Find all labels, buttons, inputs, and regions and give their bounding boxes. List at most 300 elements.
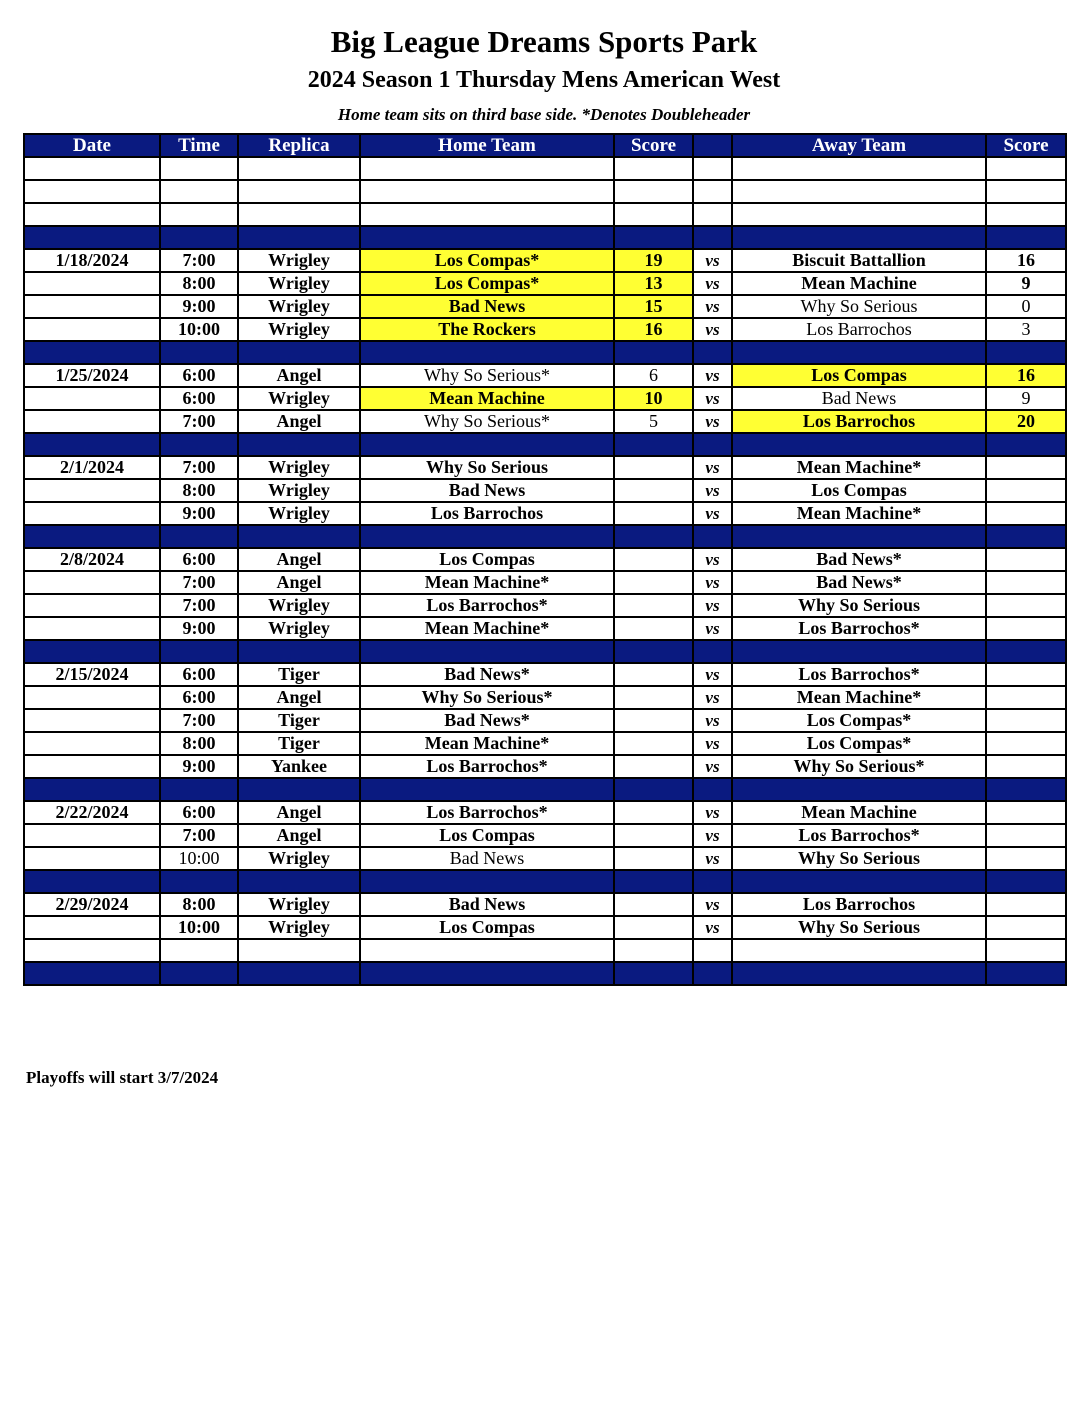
time-cell: [160, 226, 238, 249]
away-team-cell: Mean Machine*: [732, 502, 986, 525]
home-team-cell: Bad News*: [360, 663, 614, 686]
vs-cell: vs: [693, 663, 732, 686]
home-score-cell: [614, 732, 693, 755]
time-cell: 7:00: [160, 709, 238, 732]
home-team-cell: Los Barrochos*: [360, 755, 614, 778]
vs-cell: vs: [693, 709, 732, 732]
home-score-cell: [614, 686, 693, 709]
time-cell: 7:00: [160, 824, 238, 847]
date-cell: [24, 709, 160, 732]
away-score-cell: [986, 801, 1066, 824]
replica-cell: Wrigley: [238, 295, 360, 318]
time-cell: [160, 640, 238, 663]
date-cell: [24, 640, 160, 663]
away-score-cell: [986, 916, 1066, 939]
vs-cell: vs: [693, 318, 732, 341]
game-row: [24, 456, 1066, 479]
vs-cell: vs: [693, 686, 732, 709]
date-cell: [24, 502, 160, 525]
away-team-cell: [732, 180, 986, 203]
home-team-cell: Los Barrochos*: [360, 594, 614, 617]
home-score-cell: [614, 157, 693, 180]
schedule-note: Home team sits on third base side. *Denotes Doubleheader: [337, 105, 751, 124]
away-score-cell: [986, 203, 1066, 226]
home-score-cell: 13: [614, 272, 693, 295]
time-cell: 7:00: [160, 249, 238, 272]
time-cell: 8:00: [160, 479, 238, 502]
game-row: [24, 893, 1066, 916]
away-score-cell: 16: [986, 249, 1066, 272]
away-team-cell: Bad News*: [732, 571, 986, 594]
date-cell: 2/22/2024: [24, 801, 160, 824]
away-score-cell: [986, 226, 1066, 249]
home-score-cell: [614, 433, 693, 456]
away-score-cell: [986, 663, 1066, 686]
away-team-cell: Bad News: [732, 387, 986, 410]
home-team-cell: Bad News: [360, 847, 614, 870]
away-score-cell: [986, 571, 1066, 594]
time-cell: [160, 341, 238, 364]
away-team-cell: [732, 870, 986, 893]
home-score-cell: 16: [614, 318, 693, 341]
vs-cell: [693, 778, 732, 801]
vs-cell: vs: [693, 824, 732, 847]
home-team-cell: Los Compas*: [360, 272, 614, 295]
replica-cell: Wrigley: [238, 272, 360, 295]
replica-cell: [238, 962, 360, 985]
replica-cell: [238, 157, 360, 180]
col-header-home-team: Home Team: [360, 134, 614, 157]
date-cell: [24, 962, 160, 985]
replica-cell: Wrigley: [238, 479, 360, 502]
game-row: [24, 387, 1066, 410]
away-team-cell: Biscuit Battallion: [732, 249, 986, 272]
date-cell: [24, 387, 160, 410]
date-cell: [24, 732, 160, 755]
time-cell: 8:00: [160, 732, 238, 755]
date-cell: [24, 594, 160, 617]
vs-cell: [693, 341, 732, 364]
home-score-cell: [614, 502, 693, 525]
home-score-cell: [614, 617, 693, 640]
away-score-cell: 9: [986, 272, 1066, 295]
game-row: [24, 732, 1066, 755]
col-header-vs: [693, 134, 732, 157]
page-title: Big League Dreams Sports Park: [330, 24, 758, 59]
home-score-cell: 19: [614, 249, 693, 272]
home-score-cell: [614, 962, 693, 985]
home-score-cell: [614, 778, 693, 801]
game-row: [24, 249, 1066, 272]
game-row: [24, 272, 1066, 295]
date-cell: [24, 410, 160, 433]
home-team-cell: Bad News: [360, 893, 614, 916]
vs-cell: [693, 939, 732, 962]
replica-cell: Wrigley: [238, 847, 360, 870]
away-team-cell: [732, 203, 986, 226]
vs-cell: vs: [693, 479, 732, 502]
away-team-cell: [732, 433, 986, 456]
replica-cell: [238, 203, 360, 226]
replica-cell: Wrigley: [238, 456, 360, 479]
game-row: [24, 295, 1066, 318]
vs-cell: [693, 870, 732, 893]
home-team-cell: Los Compas: [360, 824, 614, 847]
home-team-cell: [360, 203, 614, 226]
date-cell: [24, 180, 160, 203]
replica-cell: [238, 341, 360, 364]
time-cell: 8:00: [160, 893, 238, 916]
date-cell: [24, 847, 160, 870]
separator-row: [24, 341, 1066, 364]
game-row: [24, 663, 1066, 686]
home-score-cell: [614, 180, 693, 203]
vs-cell: [693, 525, 732, 548]
date-cell: [24, 318, 160, 341]
time-cell: [160, 180, 238, 203]
home-score-cell: [614, 709, 693, 732]
replica-cell: [238, 778, 360, 801]
vs-cell: vs: [693, 456, 732, 479]
vs-cell: vs: [693, 502, 732, 525]
game-row: [24, 594, 1066, 617]
col-header-date: Date: [24, 134, 160, 157]
date-cell: [24, 939, 160, 962]
date-cell: [24, 272, 160, 295]
date-cell: [24, 571, 160, 594]
game-row: [24, 824, 1066, 847]
home-team-cell: [360, 157, 614, 180]
home-score-cell: [614, 801, 693, 824]
replica-cell: Angel: [238, 548, 360, 571]
away-score-cell: [986, 341, 1066, 364]
game-row: [24, 847, 1066, 870]
game-row: [24, 686, 1066, 709]
vs-cell: vs: [693, 893, 732, 916]
separator-row: [24, 226, 1066, 249]
time-cell: 9:00: [160, 617, 238, 640]
col-header-replica: Replica: [238, 134, 360, 157]
game-row: [24, 410, 1066, 433]
home-score-cell: [614, 663, 693, 686]
away-score-cell: 0: [986, 295, 1066, 318]
date-cell: [24, 295, 160, 318]
date-cell: [24, 755, 160, 778]
home-score-cell: [614, 640, 693, 663]
date-cell: 1/25/2024: [24, 364, 160, 387]
home-team-cell: [360, 341, 614, 364]
playoffs-note: Playoffs will start 3/7/2024: [26, 1068, 219, 1087]
replica-cell: Angel: [238, 410, 360, 433]
time-cell: 6:00: [160, 686, 238, 709]
vs-cell: vs: [693, 249, 732, 272]
away-score-cell: 3: [986, 318, 1066, 341]
blank-row: [24, 180, 1066, 203]
col-header-away-score: Score: [986, 134, 1066, 157]
vs-cell: vs: [693, 295, 732, 318]
time-cell: 9:00: [160, 295, 238, 318]
away-score-cell: [986, 433, 1066, 456]
home-team-cell: Los Compas*: [360, 249, 614, 272]
vs-cell: vs: [693, 801, 732, 824]
away-score-cell: 9: [986, 387, 1066, 410]
game-row: [24, 318, 1066, 341]
separator-row: [24, 433, 1066, 456]
time-cell: 9:00: [160, 755, 238, 778]
home-team-cell: Los Barrochos: [360, 502, 614, 525]
home-score-cell: [614, 226, 693, 249]
date-cell: 2/1/2024: [24, 456, 160, 479]
time-cell: [160, 962, 238, 985]
date-cell: 2/29/2024: [24, 893, 160, 916]
replica-cell: Wrigley: [238, 594, 360, 617]
replica-cell: [238, 870, 360, 893]
replica-cell: Tiger: [238, 709, 360, 732]
date-cell: [24, 203, 160, 226]
home-team-cell: Los Barrochos*: [360, 801, 614, 824]
away-score-cell: 16: [986, 364, 1066, 387]
away-team-cell: Los Compas*: [732, 732, 986, 755]
home-team-cell: Mean Machine*: [360, 617, 614, 640]
away-team-cell: Why So Serious: [732, 847, 986, 870]
away-team-cell: Why So Serious: [732, 295, 986, 318]
away-score-cell: [986, 525, 1066, 548]
away-team-cell: Los Compas*: [732, 709, 986, 732]
away-score-cell: [986, 617, 1066, 640]
col-header-home-score: Score: [614, 134, 693, 157]
home-score-cell: [614, 824, 693, 847]
home-team-cell: The Rockers: [360, 318, 614, 341]
home-score-cell: [614, 939, 693, 962]
time-cell: 9:00: [160, 502, 238, 525]
home-score-cell: [614, 755, 693, 778]
replica-cell: Wrigley: [238, 387, 360, 410]
away-score-cell: [986, 755, 1066, 778]
away-team-cell: [732, 525, 986, 548]
time-cell: 6:00: [160, 801, 238, 824]
time-cell: [160, 157, 238, 180]
vs-cell: vs: [693, 548, 732, 571]
away-team-cell: Why So Serious: [732, 594, 986, 617]
away-team-cell: Los Barrochos: [732, 318, 986, 341]
time-cell: 7:00: [160, 456, 238, 479]
away-team-cell: [732, 640, 986, 663]
time-cell: 7:00: [160, 410, 238, 433]
home-team-cell: Bad News: [360, 295, 614, 318]
date-cell: [24, 479, 160, 502]
away-team-cell: Mean Machine: [732, 272, 986, 295]
replica-cell: Wrigley: [238, 617, 360, 640]
home-score-cell: [614, 594, 693, 617]
date-cell: [24, 226, 160, 249]
home-team-cell: [360, 870, 614, 893]
date-cell: [24, 617, 160, 640]
vs-cell: vs: [693, 410, 732, 433]
date-cell: [24, 686, 160, 709]
time-cell: 6:00: [160, 364, 238, 387]
away-score-cell: [986, 479, 1066, 502]
separator-row: [24, 962, 1066, 985]
date-cell: 2/8/2024: [24, 548, 160, 571]
home-team-cell: [360, 525, 614, 548]
vs-cell: [693, 226, 732, 249]
home-score-cell: [614, 341, 693, 364]
home-score-cell: [614, 847, 693, 870]
date-cell: 1/18/2024: [24, 249, 160, 272]
home-score-cell: [614, 571, 693, 594]
away-team-cell: [732, 962, 986, 985]
date-cell: [24, 157, 160, 180]
game-row: [24, 916, 1066, 939]
home-score-cell: 15: [614, 295, 693, 318]
home-score-cell: 5: [614, 410, 693, 433]
vs-cell: vs: [693, 272, 732, 295]
vs-cell: vs: [693, 387, 732, 410]
game-row: [24, 364, 1066, 387]
time-cell: 10:00: [160, 916, 238, 939]
replica-cell: Angel: [238, 686, 360, 709]
away-score-cell: [986, 824, 1066, 847]
away-score-cell: [986, 939, 1066, 962]
home-team-cell: [360, 778, 614, 801]
game-row: [24, 801, 1066, 824]
home-score-cell: [614, 479, 693, 502]
replica-cell: Wrigley: [238, 893, 360, 916]
vs-cell: vs: [693, 732, 732, 755]
away-score-cell: [986, 847, 1066, 870]
replica-cell: [238, 433, 360, 456]
date-cell: [24, 916, 160, 939]
away-team-cell: Bad News*: [732, 548, 986, 571]
away-score-cell: [986, 870, 1066, 893]
col-header-time: Time: [160, 134, 238, 157]
schedule-table: [23, 133, 1067, 986]
home-team-cell: Why So Serious*: [360, 686, 614, 709]
home-team-cell: Los Compas: [360, 916, 614, 939]
date-cell: 2/15/2024: [24, 663, 160, 686]
away-team-cell: Los Barrochos*: [732, 824, 986, 847]
vs-cell: [693, 962, 732, 985]
replica-cell: Yankee: [238, 755, 360, 778]
away-score-cell: [986, 594, 1066, 617]
away-score-cell: 20: [986, 410, 1066, 433]
away-score-cell: [986, 157, 1066, 180]
game-row: [24, 548, 1066, 571]
away-team-cell: Mean Machine: [732, 801, 986, 824]
away-score-cell: [986, 502, 1066, 525]
home-team-cell: [360, 640, 614, 663]
replica-cell: Angel: [238, 824, 360, 847]
time-cell: 6:00: [160, 548, 238, 571]
time-cell: 6:00: [160, 387, 238, 410]
separator-row: [24, 640, 1066, 663]
away-score-cell: [986, 548, 1066, 571]
vs-cell: [693, 433, 732, 456]
game-row: [24, 755, 1066, 778]
separator-row: [24, 525, 1066, 548]
table-header-row: [24, 134, 1066, 157]
away-score-cell: [986, 640, 1066, 663]
home-team-cell: Mean Machine: [360, 387, 614, 410]
blank-row: [24, 203, 1066, 226]
replica-cell: Tiger: [238, 663, 360, 686]
vs-cell: vs: [693, 755, 732, 778]
time-cell: 6:00: [160, 663, 238, 686]
time-cell: [160, 203, 238, 226]
vs-cell: [693, 640, 732, 663]
replica-cell: Angel: [238, 801, 360, 824]
away-team-cell: Los Compas: [732, 479, 986, 502]
vs-cell: [693, 180, 732, 203]
replica-cell: Tiger: [238, 732, 360, 755]
col-header-away-team: Away Team: [732, 134, 986, 157]
replica-cell: Wrigley: [238, 249, 360, 272]
time-cell: [160, 939, 238, 962]
home-score-cell: [614, 525, 693, 548]
time-cell: 7:00: [160, 571, 238, 594]
time-cell: 7:00: [160, 594, 238, 617]
away-team-cell: Los Barrochos*: [732, 663, 986, 686]
away-team-cell: Why So Serious: [732, 916, 986, 939]
separator-row: [24, 870, 1066, 893]
replica-cell: Wrigley: [238, 916, 360, 939]
away-team-cell: Mean Machine*: [732, 686, 986, 709]
replica-cell: [238, 525, 360, 548]
away-score-cell: [986, 709, 1066, 732]
away-score-cell: [986, 778, 1066, 801]
home-team-cell: Why So Serious*: [360, 410, 614, 433]
home-score-cell: 6: [614, 364, 693, 387]
game-row: [24, 571, 1066, 594]
away-team-cell: [732, 157, 986, 180]
away-team-cell: Los Barrochos*: [732, 617, 986, 640]
home-score-cell: 10: [614, 387, 693, 410]
vs-cell: [693, 157, 732, 180]
home-score-cell: [614, 203, 693, 226]
away-score-cell: [986, 456, 1066, 479]
away-team-cell: [732, 778, 986, 801]
replica-cell: [238, 939, 360, 962]
vs-cell: vs: [693, 916, 732, 939]
home-team-cell: [360, 226, 614, 249]
home-team-cell: [360, 180, 614, 203]
game-row: [24, 502, 1066, 525]
date-cell: [24, 824, 160, 847]
game-row: [24, 479, 1066, 502]
vs-cell: [693, 203, 732, 226]
time-cell: 8:00: [160, 272, 238, 295]
home-team-cell: Mean Machine*: [360, 571, 614, 594]
page-subtitle: 2024 Season 1 Thursday Mens American West: [307, 67, 781, 93]
home-team-cell: Why So Serious: [360, 456, 614, 479]
away-score-cell: [986, 732, 1066, 755]
replica-cell: Angel: [238, 364, 360, 387]
home-team-cell: Bad News*: [360, 709, 614, 732]
time-cell: [160, 525, 238, 548]
home-team-cell: Why So Serious*: [360, 364, 614, 387]
separator-row: [24, 778, 1066, 801]
vs-cell: vs: [693, 594, 732, 617]
blank-row: [24, 157, 1066, 180]
game-row: [24, 709, 1066, 732]
away-team-cell: Los Compas: [732, 364, 986, 387]
time-cell: [160, 433, 238, 456]
time-cell: [160, 778, 238, 801]
replica-cell: Angel: [238, 571, 360, 594]
vs-cell: vs: [693, 364, 732, 387]
home-score-cell: [614, 870, 693, 893]
time-cell: 10:00: [160, 847, 238, 870]
